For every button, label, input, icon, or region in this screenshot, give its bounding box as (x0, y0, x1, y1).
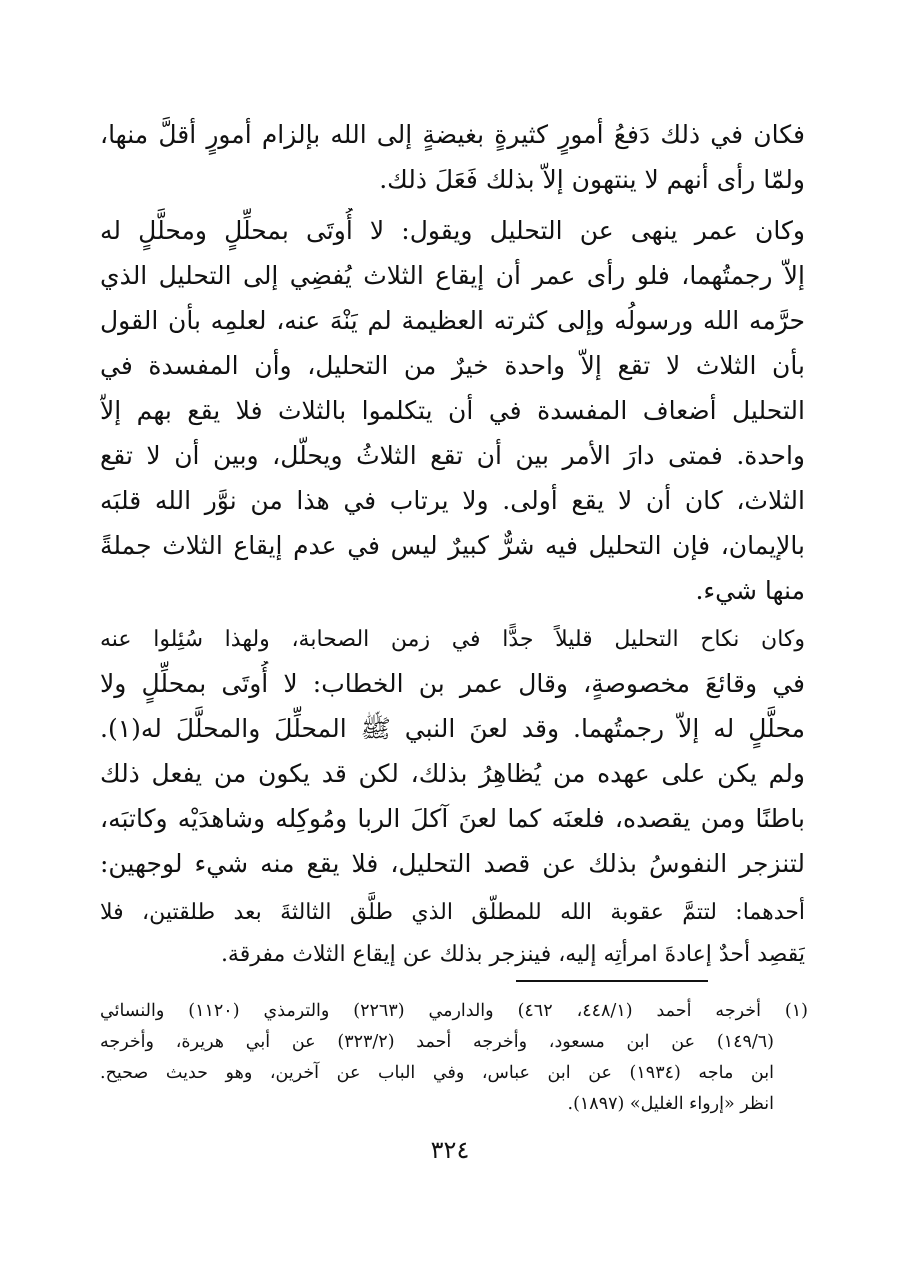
text-line: ولم يكن على عهده من يُظاهِرُ بذلك، لكن قد يكون من يفعل ذلك (100, 759, 805, 788)
footnote-line: انظر «إرواء الغليل» (١٨٩٧). (567, 1094, 774, 1114)
footnote-line: (١٤٩/٦) عن ابن مسعود، وأخرجه أحمد (٣٢٣/٢) عن أبي هريرة، وأخرجه (100, 1032, 774, 1052)
text-line: باطنًا ومن يقصده، فلعنَه كما لعنَ آكلَ الربا ومُوكِله وشاهدَيْه وكاتبَه، (100, 804, 805, 833)
footnote-separator (516, 980, 708, 982)
text-line: منها شيء. (695, 576, 805, 605)
text-line: أحدهما: لتتمَّ عقوبة الله للمطلّق الذي طلَّق الثالثةَ بعد طلقتين، فلا (100, 900, 805, 925)
main-text (100, 112, 805, 982)
text-line: بأن الثلاث لا تقع إلاّ واحدة خيرٌ من التحليل، وأن المفسدة في (100, 351, 805, 380)
text-line: الثلاث، كان أن لا يقع أولى. ولا يرتاب في هذا من نوَّر الله قلبَه (100, 486, 805, 515)
text-line: لتنزجر النفوسُ بذلك عن قصد التحليل، فلا يقع منه شيء لوجهين: (100, 849, 805, 878)
paragraph-4 (100, 892, 805, 976)
footnote-line: (١) أخرجه أحمد (٤٤٨/١، ٤٦٢) والدارمي (٢٢٦٣) والترمذي (١١٢٠) والنسائي (100, 1001, 808, 1021)
page-number: ٣٢٤ (430, 1136, 470, 1164)
text-line: يَقصِد أحدٌ إعادةَ امرأتِه إليه، فينزجر بذلك عن إيقاع الثلاث مفرقة. (220, 942, 805, 967)
text-line: محلَّلٍ له إلاّ رجمتُهما. وقد لعنَ النبي ﷺ المحلِّلَ والمحلَّلَ له(١). (100, 714, 805, 743)
paragraph-1 (100, 112, 805, 202)
paragraph-3 (100, 619, 805, 886)
text-line: إلاّ رجمتُهما، فلو رأى عمر أن إيقاع الثلاث يُفضِي إلى التحليل الذي (100, 261, 805, 290)
text-line: في وقائعَ مخصوصةٍ، وقال عمر بن الخطاب: لا أُوتَى بمحلِّلٍ ولا (100, 669, 805, 698)
paragraph-2 (100, 208, 805, 613)
footnote (100, 996, 808, 1120)
footnote-line: ابن ماجه (١٩٣٤) عن ابن عباس، وفي الباب عن آخرين، وهو حديث صحيح. (100, 1063, 774, 1083)
text-line: التحليل أضعاف المفسدة في أن يتكلموا بالثلاث فلا يقع بهم إلاّ (100, 396, 805, 425)
text-line: واحدة. فمتى دارَ الأمر بين أن تقع الثلاثُ ويحلّل، وبين أن لا تقع (100, 441, 805, 470)
text-line: وكان نكاح التحليل قليلاً جدًّا في زمن الصحابة، ولهذا سُئِلوا عنه (100, 627, 805, 652)
text-line: حرَّمه الله ورسولُه وإلى كثرته العظيمة لم يَنْهَ عنه، لعلمِه بأن القول (100, 306, 805, 335)
text-line: فكان في ذلك دَفعُ أمورٍ كثيرةٍ بغيضةٍ إلى الله بإلزام أمورٍ أقلَّ منها، (100, 120, 805, 149)
text-line: وكان عمر ينهى عن التحليل ويقول: لا أُوتَى بمحلِّلٍ ومحلَّلٍ له (100, 216, 805, 245)
text-line: بالإيمان، فإن التحليل فيه شرٌّ كبيرٌ ليس في عدم إيقاع الثلاث جملةً (100, 531, 805, 560)
text-line: ولمّا رأى أنهم لا ينتهون إلاّ بذلك فَعَلَ ذلك. (379, 165, 805, 194)
